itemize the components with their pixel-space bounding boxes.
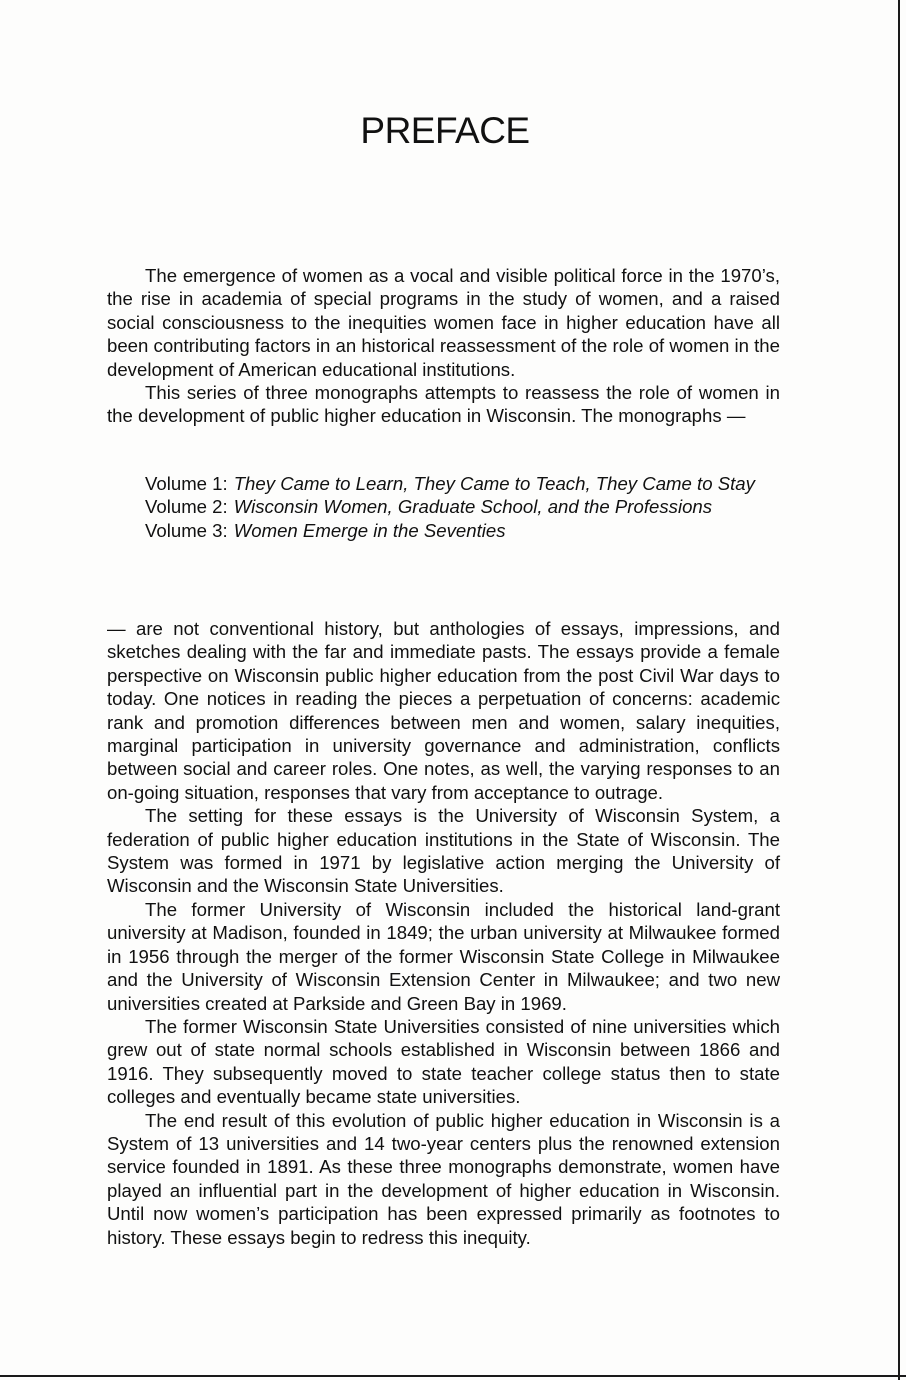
volume-title: Wisconsin Women, Graduate School, and the Professions [233, 496, 713, 518]
volume-title: Women Emerge in the Seventies [233, 519, 506, 541]
intro-section [107, 264, 780, 428]
body-paragraph: The end result of this evolution of public higher education in Wisconsin is a System of 13 universities and 14 two-year centers plus the renowned extension service founded in 1891. As these three monographs demonstrate, women have played an influential part in the development of higher education in Wisconsin. Until now women’s participation has been expressed primarily as footnotes to history. These essays begin to redress this inequity. [107, 1109, 780, 1248]
body-section [107, 617, 780, 1249]
body-paragraph: The former Wisconsin State Universities consisted of nine universities which grew out of state normal schools established in Wisconsin between 1866 and 1916. They subsequently moved to state teacher college status then to state colleges and eventually became state universities. [107, 1015, 780, 1108]
volume-label: Volume 2: [145, 496, 228, 518]
body-paragraph: The former University of Wisconsin included the historical land-grant university at Madison, founded in 1849; the urban university at Milwaukee formed in 1956 through the merger of the former Wisconsin State College in Milwaukee and the University of Wisconsin Extension Center in Milwaukee; and two new universities created at Parkside and Green Bay in 1969. [107, 898, 780, 1014]
intro-paragraph: This series of three monographs attempts to reassess the role of women in the development of public higher education in Wisconsin. The monographs — [107, 382, 780, 427]
volume-item [145, 519, 781, 542]
volume-item [145, 472, 781, 495]
continuation-paragraph: — are not conventional history, but anthologies of essays, impressions, and sketches dealing with the far and immediate pasts. The essays provide a female perspective on Wisconsin public higher education from the post Civil War days to today. One notices in reading the pieces a perpetuation of concerns: academic rank and promotion differences between men and women, salary inequities, marginal participation in university governance and administration, conflicts between social and career roles. One notes, as well, the varying responses to an on-going situation, responses that vary from acceptance to outrage. [107, 618, 780, 803]
volume-list [145, 472, 781, 542]
volume-title: They Came to Learn, They Came to Teach, They Came to Stay [233, 473, 755, 494]
volume-label: Volume 1: [145, 473, 228, 494]
page-edge-rule-right [898, 0, 900, 1380]
page-title: PREFACE [360, 109, 530, 151]
volume-label: Volume 3: [145, 519, 228, 541]
intro-paragraph: The emergence of women as a vocal and visible political force in the 1970’s, the rise in academia of special programs in the study of women, and a raised social consciousness to the inequities women face in higher education have all been contributing factors in an historical reassessment of the role of women in the development of American educational institutions. [107, 265, 780, 380]
volume-item [145, 495, 781, 518]
body-paragraph: The setting for these essays is the University of Wisconsin System, a federation of public higher education institutions in the State of Wisconsin. The System was formed in 1971 by legislative action merging the University of Wisconsin and the Wisconsin State Universities. [107, 805, 780, 897]
page-edge-rule-bottom [0, 1375, 906, 1377]
